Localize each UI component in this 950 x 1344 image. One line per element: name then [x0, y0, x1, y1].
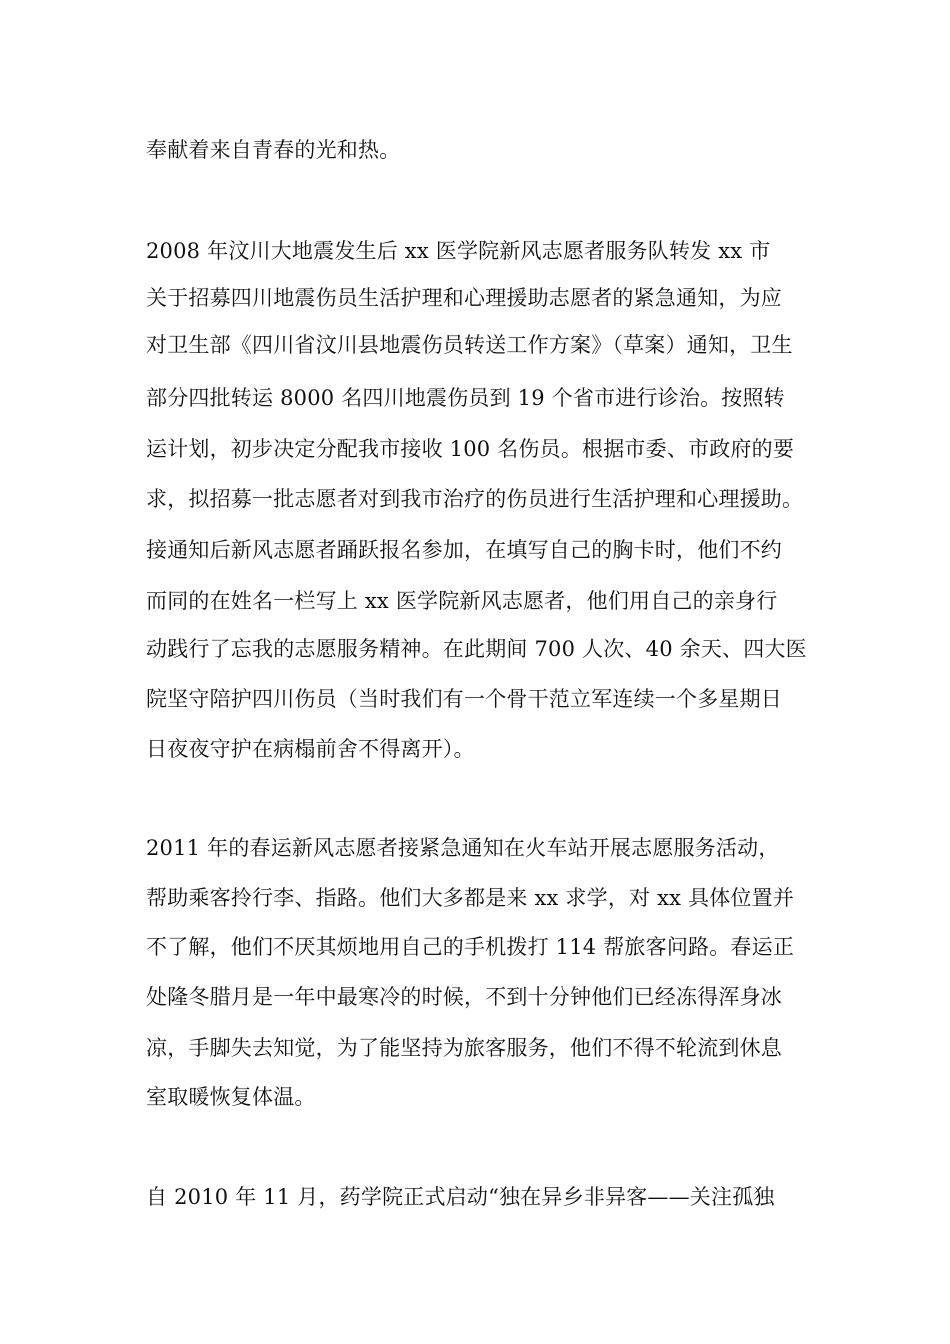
paragraph-2-line-9: 动践行了忘我的志愿服务精神。在此期间 700 人次、40 余天、四大医	[146, 637, 807, 661]
paragraph-2-line-4: 部分四批转运 8000 名四川地震伤员到 19 个省市进行诊治。按照转	[146, 386, 785, 410]
paragraph-2-line-10: 院坚守陪护四川伤员（当时我们有一个骨干范立军连续一个多星期日	[146, 687, 782, 711]
paragraph-2-line-7: 接通知后新风志愿者踊跃报名参加，在填写自己的胸卡时，他们不约	[146, 538, 782, 562]
paragraph-2-line-3: 对卫生部《四川省汶川县地震伤员转送工作方案》（草案）通知，卫生	[146, 333, 793, 357]
paragraph-1-line-1: 奉献着来自青春的光和热。	[146, 138, 401, 162]
paragraph-2-line-5: 运计划，初步决定分配我市接收 100 名伤员。根据市委、市政府的要	[146, 437, 795, 461]
paragraph-3-line-6: 室取暖恢复体温。	[146, 1085, 316, 1109]
paragraph-2-line-1: 2008 年汶川大地震发生后 xx 医学院新风志愿者服务队转发 xx 市	[146, 239, 771, 263]
paragraph-3-line-5: 凉，手脚失去知觉，为了能坚持为旅客服务，他们不得不轮流到休息	[146, 1036, 782, 1060]
paragraph-2-line-11: 日夜夜守护在病榻前舍不得离开）。	[146, 737, 475, 761]
paragraph-3-line-2: 帮助乘客拎行李、指路。他们大多都是来 xx 求学，对 xx 具体位置并	[146, 886, 795, 910]
paragraph-3-line-1: 2011 年的春运新风志愿者接紧急通知在火车站开展志愿服务活动，	[146, 836, 780, 860]
paragraph-2-line-6: 求，拟招募一批志愿者对到我市治疗的伤员进行生活护理和心理援助。	[146, 487, 804, 511]
paragraph-3-line-4: 处隆冬腊月是一年中最寒冷的时候，不到十分钟他们已经冻得浑身冰	[146, 985, 782, 1009]
paragraph-2-line-8: 而同的在姓名一栏写上 xx 医学院新风志愿者，他们用自己的亲身行	[146, 589, 778, 613]
paragraph-4-line-1: 自 2010 年 11 月，药学院正式启动“独在异乡非异客——关注孤独	[146, 1185, 775, 1209]
paragraph-3-line-3: 不了解，他们不厌其烦地用自己的手机拨打 114 帮旅客问路。春运正	[146, 935, 795, 959]
paragraph-2-line-2: 关于招募四川地震伤员生活护理和心理援助志愿者的紧急通知，为应	[146, 286, 782, 310]
